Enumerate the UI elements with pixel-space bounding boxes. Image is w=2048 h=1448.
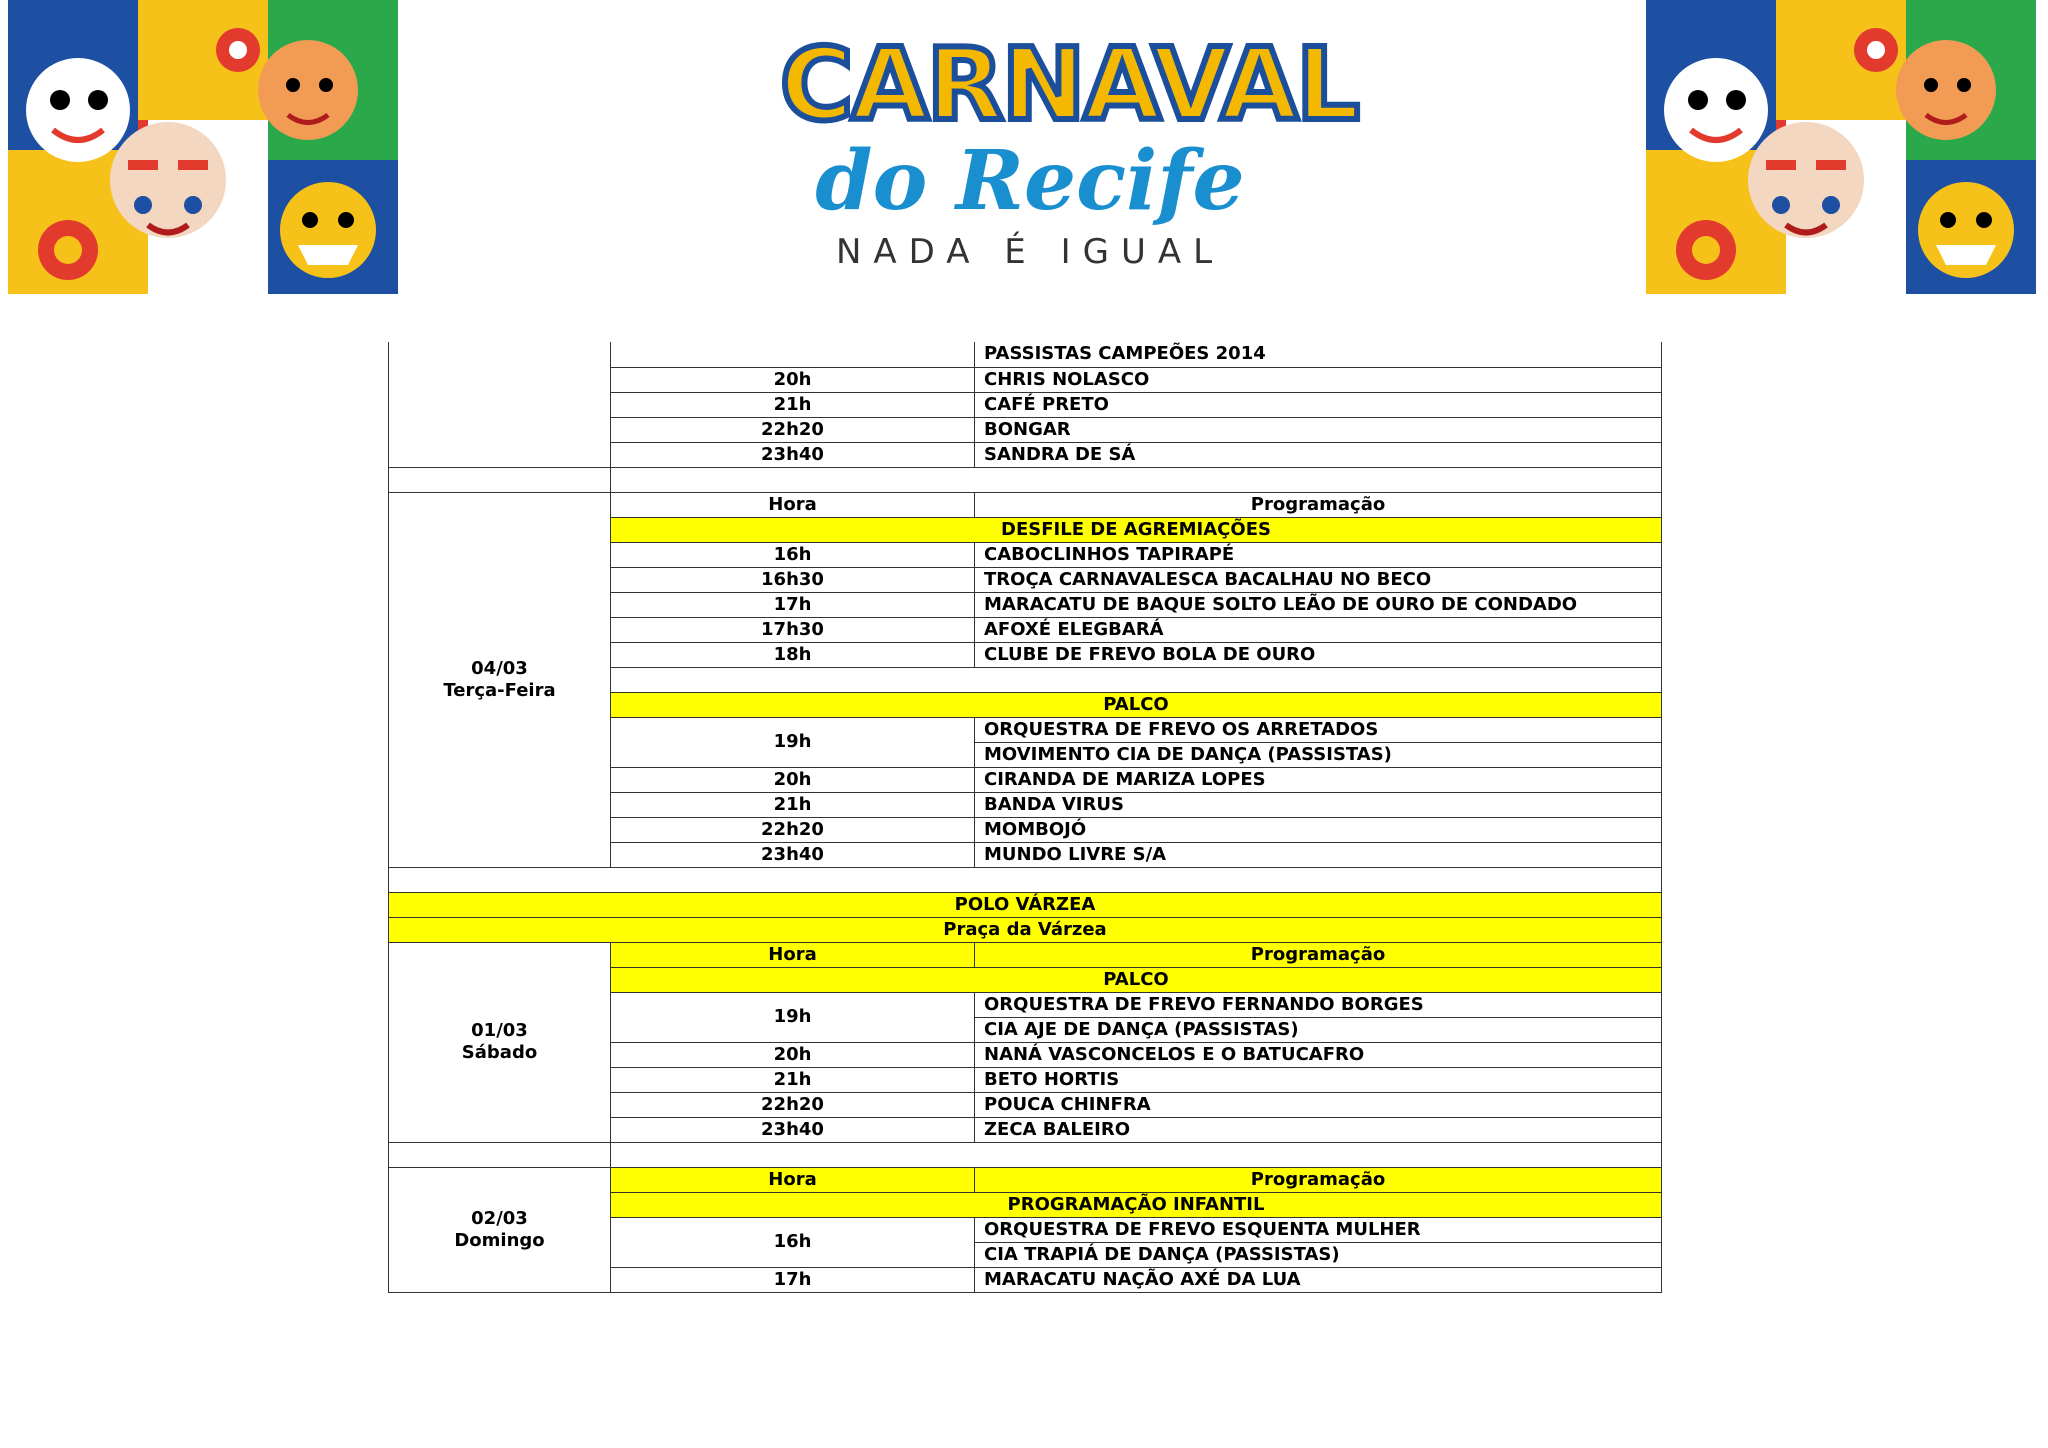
- table-row: [389, 342, 1662, 367]
- hora-cell: 20h: [611, 367, 975, 392]
- hora-cell: 16h: [611, 542, 975, 567]
- prog-cell: AFOXÉ ELEGBARÁ: [975, 617, 1662, 642]
- hora-cell: 19h: [611, 717, 975, 767]
- hora-cell: 17h30: [611, 617, 975, 642]
- logo-tagline: NADA É IGUAL: [835, 232, 1225, 272]
- hora-cell: 16h30: [611, 567, 975, 592]
- weekday-label: Domingo: [454, 1229, 545, 1251]
- prog-cell: ORQUESTRA DE FREVO OS ARRETADOS: [975, 717, 1662, 742]
- hora-cell: 16h: [611, 1217, 975, 1267]
- hora-cell: 21h: [611, 392, 975, 417]
- logo-title: CARNAVAL: [780, 26, 1358, 143]
- spacer-row: [389, 1142, 1662, 1167]
- prog-cell: TROÇA CARNAVALESCA BACALHAU NO BECO: [975, 567, 1662, 592]
- prog-cell: CLUBE DE FREVO BOLA DE OURO: [975, 642, 1662, 667]
- logo-subtitle: do Recife: [815, 133, 1245, 229]
- prog-cell: BONGAR: [975, 417, 1662, 442]
- hora-header: Hora: [611, 492, 975, 517]
- polo-row: [389, 892, 1662, 917]
- hora-cell: 17h: [611, 592, 975, 617]
- prog-header: Programação: [975, 1167, 1662, 1192]
- hora-cell: 22h20: [611, 1092, 975, 1117]
- prog-cell: CIA AJE DE DANÇA (PASSISTAS): [975, 1017, 1662, 1042]
- hora-cell: 23h40: [611, 442, 975, 467]
- hora-cell: 20h: [611, 767, 975, 792]
- hora-cell: 22h20: [611, 417, 975, 442]
- date-cell: [389, 1167, 611, 1292]
- hora-cell: 21h: [611, 1067, 975, 1092]
- prog-header: Programação: [975, 942, 1662, 967]
- prog-cell: ORQUESTRA DE FREVO ESQUENTA MULHER: [975, 1217, 1662, 1242]
- hora-cell: 17h: [611, 1267, 975, 1292]
- hora-cell: 19h: [611, 992, 975, 1042]
- prog-cell: MARACATU NAÇÃO AXÉ DA LUA: [975, 1267, 1662, 1292]
- prog-cell: NANÁ VASCONCELOS E O BATUCAFRO: [975, 1042, 1662, 1067]
- header-row: [389, 942, 1662, 967]
- carnival-art-right: [1646, 0, 2036, 294]
- prog-cell: BANDA VIRUS: [975, 792, 1662, 817]
- prog-cell: CIA TRAPIÁ DE DANÇA (PASSISTAS): [975, 1242, 1662, 1267]
- weekday-label: Sábado: [461, 1042, 538, 1063]
- header-row: [389, 492, 1662, 517]
- spacer-row: [389, 867, 1662, 892]
- hora-cell: 18h: [611, 642, 975, 667]
- prog-cell: MUNDO LIVRE S/A: [975, 842, 1662, 867]
- hora-cell: [611, 342, 975, 367]
- prog-cell: CHRIS NOLASCO: [975, 367, 1662, 392]
- prog-cell: MOVIMENTO CIA DE DANÇA (PASSISTAS): [975, 742, 1662, 767]
- date-label: 04/03: [471, 657, 528, 679]
- carnival-art-left: [8, 0, 398, 294]
- hora-cell: 23h40: [611, 1117, 975, 1142]
- hora-cell: 23h40: [611, 842, 975, 867]
- date-cell: [389, 342, 611, 467]
- section-title: DESFILE DE AGREMIAÇÕES: [611, 517, 1662, 542]
- carnaval-logo: [780, 26, 1358, 272]
- date-label: 02/03: [471, 1207, 528, 1229]
- prog-cell: ORQUESTRA DE FREVO FERNANDO BORGES: [975, 992, 1662, 1017]
- prog-cell: SANDRA DE SÁ: [975, 442, 1662, 467]
- date-cell: [389, 492, 611, 867]
- section-title: PALCO: [611, 967, 1662, 992]
- prog-cell: BETO HORTIS: [975, 1067, 1662, 1092]
- prog-cell: ZECA BALEIRO: [975, 1117, 1662, 1142]
- hora-cell: 20h: [611, 1042, 975, 1067]
- date-label: 01/03: [471, 1020, 528, 1041]
- polo-title: POLO VÁRZEA: [389, 892, 1662, 917]
- schedule-table: [388, 342, 1662, 1293]
- hora-cell: 22h20: [611, 817, 975, 842]
- spacer-row: [389, 467, 1662, 492]
- weekday-label: Terça-Feira: [443, 679, 556, 701]
- prog-cell: POUCA CHINFRA: [975, 1092, 1662, 1117]
- date-cell: [389, 942, 611, 1142]
- prog-cell: CAFÉ PRETO: [975, 392, 1662, 417]
- hora-header: Hora: [611, 942, 975, 967]
- section-title: PALCO: [611, 692, 1662, 717]
- prog-cell: MOMBOJÓ: [975, 817, 1662, 842]
- section-title: PROGRAMAÇÃO INFANTIL: [611, 1192, 1662, 1217]
- prog-cell: CABOCLINHOS TAPIRAPÉ: [975, 542, 1662, 567]
- praca-row: [389, 917, 1662, 942]
- hora-header: Hora: [611, 1167, 975, 1192]
- prog-header: Programação: [975, 492, 1662, 517]
- prog-cell: CIRANDA DE MARIZA LOPES: [975, 767, 1662, 792]
- hora-cell: 21h: [611, 792, 975, 817]
- prog-cell: MARACATU DE BAQUE SOLTO LEÃO DE OURO DE CONDADO: [975, 592, 1662, 617]
- prog-cell: PASSISTAS CAMPEÕES 2014: [975, 342, 1662, 367]
- polo-place: Praça da Várzea: [389, 917, 1662, 942]
- header-row: [389, 1167, 1662, 1192]
